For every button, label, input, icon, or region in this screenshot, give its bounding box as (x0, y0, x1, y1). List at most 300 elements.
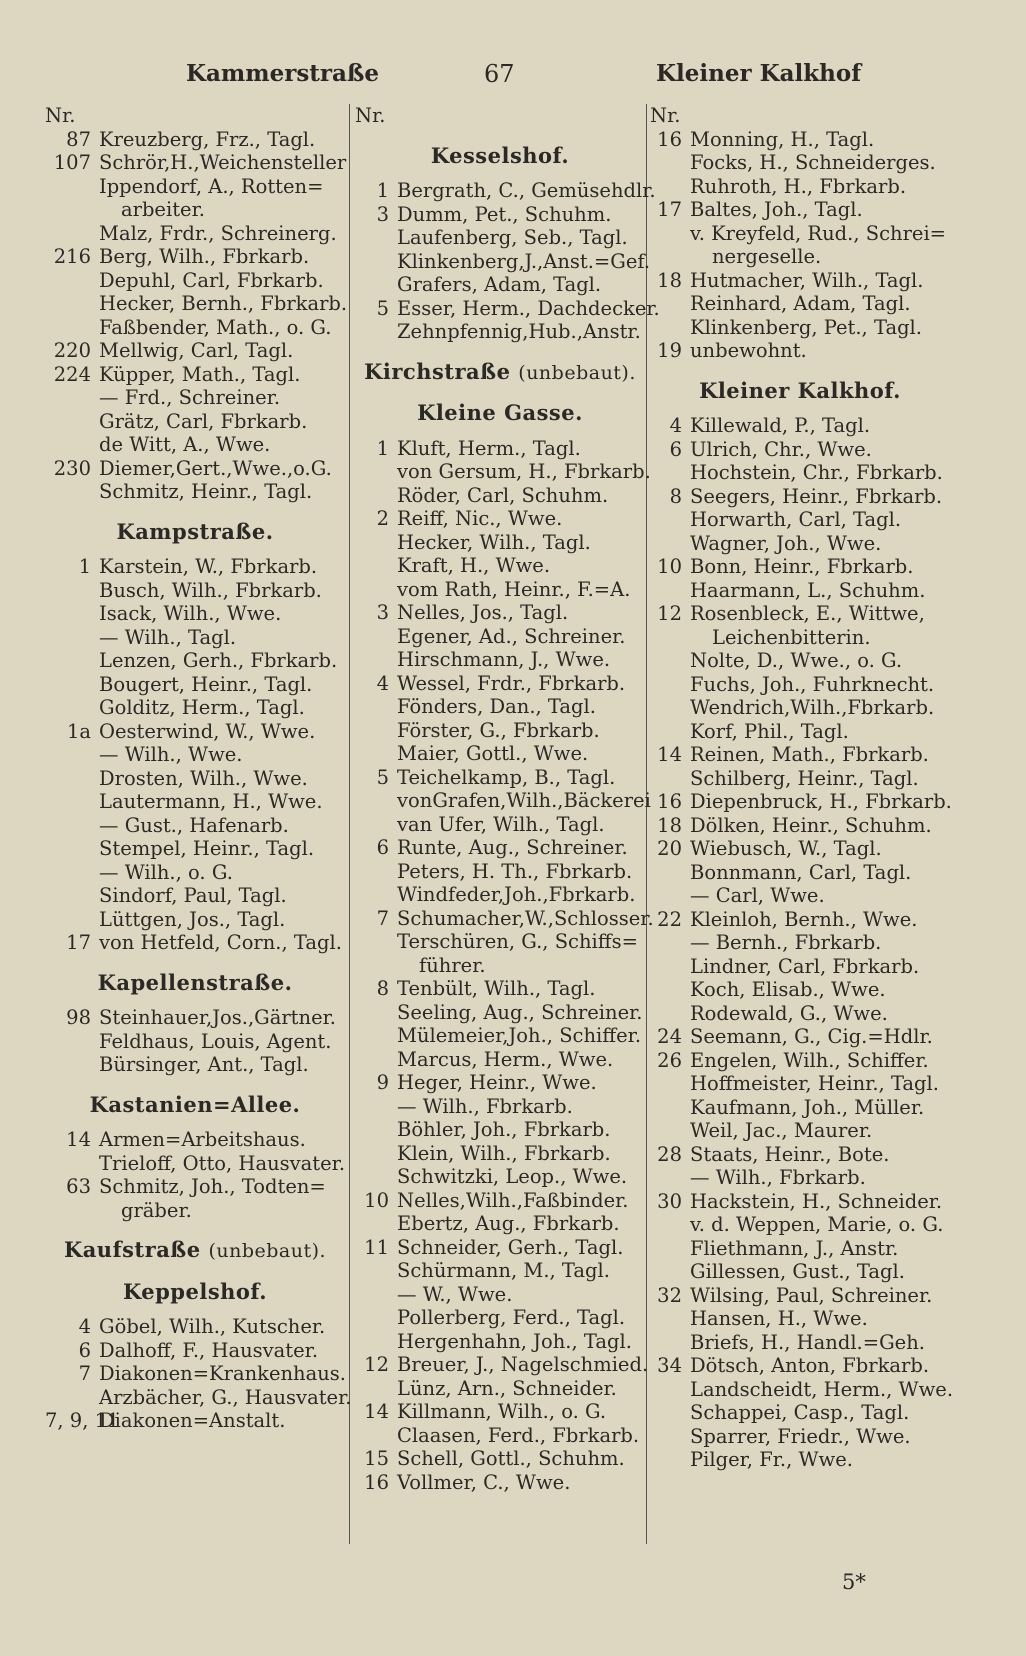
resident-entry (355, 1353, 649, 1377)
house-number (45, 1152, 99, 1176)
house-number: 16 (657, 127, 682, 151)
resident-text: Diemer,Gert.,Wwe.,o.G. (99, 456, 332, 480)
resident-entry (650, 1284, 950, 1308)
house-number: 18 (657, 813, 682, 837)
resident-entry (650, 1213, 950, 1237)
house-number: 26 (657, 1048, 682, 1072)
street-heading (355, 144, 645, 168)
house-number: 6 (669, 437, 682, 461)
resident-text: Nolte, D., Wwe., o. G. (690, 649, 903, 672)
resident-entry (650, 602, 950, 626)
resident-text: Rosenbleck, E., Wittwe, (690, 602, 925, 625)
house-number: 1 (78, 555, 91, 578)
house-number: 107 (53, 151, 91, 174)
resident-text: Nelles,Wilh.,Faßbinder. (397, 1188, 629, 1212)
house-number (45, 579, 99, 603)
house-number: 12 (364, 1353, 389, 1376)
resident-text: Dalhoff, F., Hausvater. (99, 1338, 319, 1362)
house-number: 28 (657, 1142, 682, 1166)
resident-entry (650, 1166, 950, 1190)
resident-text: Hecker, Wilh., Tagl. (397, 530, 591, 554)
resident-entry (355, 813, 645, 837)
resident-text: Claasen, Ferd., Fbrkarb. (397, 1423, 640, 1447)
house-number (355, 531, 397, 555)
house-number: 98 (66, 1006, 91, 1029)
house-number (355, 1095, 397, 1119)
resident-text: Seeling, Aug., Schreiner. (397, 1000, 643, 1024)
house-number (650, 1307, 690, 1331)
house-number (355, 1306, 397, 1330)
resident-text: Koch, Elisab., Wwe. (690, 978, 886, 1001)
resident-text: v. Kreyfeld, Rud., Schrei= (690, 221, 947, 245)
resident-entry (650, 151, 950, 175)
resident-entry (650, 461, 950, 485)
resident-text: Bougert, Heinr., Tagl. (99, 672, 313, 696)
house-number: 5 (376, 765, 389, 789)
resident-entry (650, 1237, 950, 1261)
house-number: 4 (669, 414, 682, 437)
house-number: 10 (364, 1188, 389, 1212)
resident-entry (355, 742, 645, 766)
resident-entry (650, 673, 950, 697)
house-number: 224 (53, 362, 91, 386)
house-number: 8 (376, 977, 389, 1000)
house-number (650, 767, 690, 791)
resident-entry (650, 908, 950, 932)
house-number: 4 (78, 1315, 91, 1338)
resident-text: Windfeder,Joh.,Fbrkarb. (397, 883, 636, 906)
house-number (355, 250, 397, 274)
resident-text: Kaufmann, Joh., Müller. (690, 1095, 925, 1119)
house-number (355, 1424, 397, 1448)
resident-text: Hutmacher, Wilh., Tagl. (690, 268, 924, 292)
house-number (650, 532, 690, 556)
house-number: 14 (657, 743, 682, 766)
house-number (355, 1259, 397, 1283)
house-number (45, 480, 99, 504)
resident-text: Kraft, H., Wwe. (397, 554, 551, 577)
resident-entry (355, 625, 645, 649)
resident-text: Dumm, Pet., Schuhm. (397, 202, 612, 226)
resident-entry (355, 883, 645, 907)
resident-text: Berg, Wilh., Fbrkarb. (99, 245, 310, 268)
resident-text: Landscheidt, Herm., Wwe. (690, 1377, 954, 1401)
resident-entry (45, 720, 345, 744)
resident-entry (45, 908, 345, 932)
resident-text: Engelen, Wilh., Schiffer. (690, 1048, 929, 1072)
house-number: 7 (376, 906, 389, 930)
resident-text: — Frd., Schreiner. (99, 386, 281, 409)
resident-entry (355, 203, 645, 227)
house-number (45, 649, 99, 673)
resident-text: — Wilh., Fbrkarb. (397, 1094, 573, 1118)
resident-text: Teichelkamp, B., Tagl. (397, 765, 616, 789)
resident-entry (45, 1053, 345, 1077)
house-number (355, 1212, 397, 1236)
resident-entry (45, 316, 345, 340)
house-number: 22 (657, 907, 682, 931)
resident-entry (45, 245, 345, 269)
resident-entry (45, 292, 348, 316)
resident-text: Marcus, Herm., Wwe. (397, 1047, 614, 1071)
resident-entry (355, 273, 645, 297)
resident-text: Staats, Heinr., Bote. (690, 1142, 890, 1166)
resident-entry (355, 789, 651, 813)
resident-text: — W., Wwe. (397, 1282, 513, 1306)
resident-text: Schneider, Gerh., Tagl. (397, 1235, 624, 1259)
resident-text: vom Rath, Heinr., F.=A. (397, 577, 631, 601)
house-number: 6 (376, 836, 389, 859)
resident-entry (45, 673, 345, 697)
resident-text: Zehnpfennig,Hub.,Anstr. (397, 320, 641, 343)
resident-text: von Gersum, H., Fbrkarb. (397, 460, 651, 483)
resident-entry (650, 316, 950, 340)
street-name: Kirchstraße (364, 358, 511, 384)
house-number (45, 1053, 99, 1077)
resident-entry (650, 1002, 950, 1026)
resident-entry (45, 602, 345, 626)
resident-text: Laufenberg, Seb., Tagl. (397, 226, 628, 249)
house-number (650, 1331, 690, 1355)
street-name: Kapellenstraße. (97, 969, 293, 995)
house-number: 9 (376, 1071, 389, 1094)
house-number: 1 (376, 436, 389, 460)
resident-text: Ebertz, Aug., Fbrkarb. (397, 1212, 620, 1235)
resident-text: Lautermann, H., Wwe. (99, 790, 323, 813)
house-number: 32 (657, 1283, 682, 1307)
resident-entry (355, 1118, 645, 1142)
resident-entry (650, 339, 950, 363)
house-number (650, 1166, 690, 1190)
resident-entry (45, 480, 345, 504)
resident-entry (45, 1315, 345, 1339)
house-number (45, 861, 99, 885)
house-number (650, 1401, 690, 1425)
resident-text: Hoffmeister, Heinr., Tagl. (690, 1072, 939, 1095)
resident-text: Schrör,H.,Weichensteller (99, 151, 347, 174)
house-number: 30 (657, 1189, 682, 1213)
resident-entry (650, 1143, 950, 1167)
house-number (45, 198, 99, 222)
resident-text: Wilsing, Paul, Schreiner. (690, 1283, 933, 1307)
house-number (355, 789, 397, 813)
resident-entry (650, 438, 950, 462)
house-number (650, 1072, 690, 1096)
house-number: 7, 9, 11 (45, 1409, 120, 1432)
house-number: 16 (657, 790, 682, 813)
resident-text: Diakonen=Anstalt. (99, 1409, 286, 1432)
resident-entry (650, 884, 950, 908)
resident-text: Klein, Wilh., Fbrkarb. (397, 1141, 611, 1165)
house-number (355, 1001, 397, 1025)
resident-entry (650, 720, 950, 744)
house-number (650, 626, 690, 650)
resident-text: Hackstein, H., Schneider. (690, 1189, 943, 1213)
house-number: 20 (657, 837, 682, 860)
resident-entry (355, 226, 645, 250)
resident-text: Schumacher,W.,Schlosser. (397, 906, 654, 930)
resident-text: nergeselle. (712, 245, 822, 268)
resident-entry (355, 1024, 645, 1048)
resident-text: — Gust., Hafenarb. (99, 813, 289, 837)
resident-entry (355, 320, 645, 344)
resident-text: Seegers, Heinr., Fbrkarb. (690, 484, 943, 508)
resident-text: Faßbender, Math., o. G. (99, 315, 332, 339)
resident-text: Grätz, Carl, Fbrkarb. (99, 409, 308, 433)
resident-entry (355, 672, 645, 696)
resident-entry (650, 485, 950, 509)
house-number (650, 861, 690, 885)
house-number (650, 931, 690, 955)
house-number (355, 860, 397, 884)
house-number (650, 175, 690, 199)
resident-text: Baltes, Joh., Tagl. (690, 198, 863, 221)
resident-text: Küpper, Math., Tagl. (99, 362, 301, 386)
resident-text: Wendrich,Wilh.,Fbrkarb. (690, 696, 935, 719)
resident-entry (355, 1259, 645, 1283)
resident-entry (355, 437, 645, 461)
resident-text: Hirschmann, J., Wwe. (397, 648, 611, 671)
resident-entry (650, 837, 950, 861)
street-name: Kampstraße. (116, 518, 274, 544)
nr-column-label: Nr. (45, 104, 76, 127)
resident-text: Klinkenberg, Pet., Tagl. (690, 315, 922, 339)
house-number (45, 1199, 99, 1223)
resident-text: Fuchs, Joh., Fuhrknecht. (690, 672, 935, 696)
resident-text: Böhler, Joh., Fbrkarb. (397, 1118, 611, 1141)
resident-entry (45, 837, 345, 861)
resident-text: Runte, Aug., Schreiner. (397, 836, 628, 859)
house-number (650, 316, 690, 340)
resident-entry (45, 626, 345, 650)
house-number (45, 175, 99, 199)
resident-entry (650, 767, 950, 791)
resident-text: Diepenbruck, H., Fbrkarb. (690, 790, 952, 813)
resident-text: Fönders, Dan., Tagl. (397, 695, 596, 718)
house-number (45, 316, 99, 340)
resident-text: Bonn, Heinr., Fbrkarb. (690, 555, 914, 578)
house-number (650, 579, 690, 603)
house-number: 1a (66, 719, 91, 743)
street-heading (45, 971, 345, 995)
resident-text: Bürsinger, Ant., Tagl. (99, 1053, 309, 1076)
resident-text: — Carl, Wwe. (690, 884, 825, 907)
resident-text: Kreuzberg, Frz., Tagl. (99, 127, 316, 151)
resident-text: Schmitz, Heinr., Tagl. (99, 480, 313, 503)
resident-entry (45, 884, 345, 908)
resident-text: Reinhard, Adam, Tagl. (690, 292, 911, 315)
resident-entry (355, 296, 660, 321)
resident-text: Wagner, Joh., Wwe. (690, 531, 882, 555)
resident-text: von Hetfeld, Corn., Tagl. (99, 931, 342, 954)
house-number (650, 649, 690, 673)
resident-text: Förster, G., Fbrkarb. (397, 718, 600, 742)
house-number: 220 (53, 339, 91, 362)
resident-text: Lüttgen, Jos., Tagl. (99, 907, 286, 931)
resident-entry (45, 175, 345, 199)
page-number: 67 (484, 60, 515, 88)
house-number (650, 1002, 690, 1026)
resident-entry (355, 179, 656, 203)
resident-text: Focks, H., Schneiderges. (690, 151, 936, 174)
resident-entry (355, 906, 654, 931)
street-heading (355, 360, 645, 386)
resident-text: Steinhauer,Jos.,Gärtner. (99, 1006, 336, 1029)
resident-text: Briefs, H., Handl.=Geh. (690, 1330, 925, 1354)
resident-text: Ruhroth, H., Fbrkarb. (690, 174, 907, 198)
house-number: 7 (78, 1362, 91, 1385)
house-number (650, 884, 690, 908)
resident-entry (650, 532, 950, 556)
resident-entry (45, 339, 345, 363)
house-number (355, 1377, 397, 1401)
house-number: 17 (66, 931, 91, 954)
resident-text: Wiebusch, W., Tagl. (690, 837, 882, 860)
resident-entry (45, 1152, 345, 1176)
resident-entry (355, 460, 651, 484)
house-number (355, 578, 397, 602)
resident-entry (45, 1199, 345, 1223)
resident-entry (355, 1048, 645, 1072)
resident-text: Pollerberg, Ferd., Tagl. (397, 1306, 626, 1329)
resident-entry (355, 1212, 645, 1236)
nr-column-label: Nr. (650, 104, 681, 127)
resident-entry (650, 743, 950, 767)
house-number: 14 (364, 1400, 389, 1423)
resident-entry (650, 861, 950, 885)
resident-entry (355, 766, 645, 790)
resident-text: Schmitz, Joh., Todten= (99, 1175, 326, 1198)
resident-text: — Bernh., Fbrkarb. (690, 931, 882, 954)
house-number (45, 673, 99, 697)
resident-entry (650, 292, 950, 316)
street-name: Kleiner Kalkhof. (699, 377, 901, 403)
house-number (650, 1425, 690, 1449)
house-number (45, 884, 99, 908)
resident-text: Killmann, Wilh., o. G. (397, 1400, 607, 1423)
resident-entry (355, 1306, 645, 1330)
resident-text: Dölken, Heinr., Schuhm. (690, 813, 932, 837)
house-number (650, 151, 690, 175)
house-number (355, 883, 397, 907)
resident-entry (650, 1448, 950, 1472)
house-number (650, 720, 690, 744)
resident-entry (650, 555, 950, 579)
nr-column-label: Nr. (355, 104, 386, 127)
resident-entry (650, 696, 950, 720)
house-number (45, 626, 99, 650)
house-number (650, 1260, 690, 1284)
street-heading (45, 1280, 345, 1304)
resident-text: Grafers, Adam, Tagl. (397, 273, 602, 296)
resident-entry (650, 1025, 950, 1049)
signature-mark: 5* (842, 1570, 866, 1594)
resident-entry (45, 1362, 345, 1386)
house-number: 8 (669, 484, 682, 508)
resident-text: Heger, Heinr., Wwe. (397, 1071, 597, 1094)
house-number (355, 1330, 397, 1354)
resident-entry (355, 977, 645, 1001)
resident-text: Ippendorf, A., Rotten= (99, 174, 324, 198)
resident-entry (45, 1339, 345, 1363)
house-number (355, 273, 397, 297)
resident-text: Schilberg, Heinr., Tagl. (690, 766, 919, 790)
resident-entry (355, 249, 651, 274)
resident-text: Arzbächer, G., Hausvater. (99, 1385, 352, 1409)
resident-entry (650, 649, 950, 673)
house-number (45, 386, 99, 410)
resident-text: Wessel, Frdr., Fbrkarb. (397, 671, 626, 695)
resident-text: Nelles, Jos., Tagl. (397, 601, 569, 624)
resident-entry (45, 814, 345, 838)
resident-text: vonGrafen,Wilh.,Bäckerei (397, 789, 651, 812)
house-number (45, 908, 99, 932)
house-number (355, 1165, 397, 1189)
house-number (355, 320, 397, 344)
resident-entry (45, 555, 345, 579)
street-note: (unbebaut). (518, 361, 636, 384)
resident-entry (355, 1071, 645, 1095)
resident-text: — Wilh., Fbrkarb. (690, 1166, 866, 1189)
resident-entry (45, 579, 345, 603)
resident-entry (650, 1119, 950, 1143)
resident-entry (650, 1072, 950, 1096)
resident-entry (355, 836, 645, 860)
resident-text: Killewald, P., Tagl. (690, 414, 871, 437)
house-number: 87 (66, 127, 91, 151)
resident-text: Maier, Gottl., Wwe. (397, 742, 589, 765)
house-number (650, 1378, 690, 1402)
resident-text: Peters, H. Th., Fbrkarb. (397, 859, 633, 883)
resident-entry (650, 978, 950, 1002)
resident-entry (45, 1175, 345, 1199)
resident-entry (45, 861, 345, 885)
house-number (355, 625, 397, 649)
column-middle (355, 104, 660, 1494)
house-number (45, 790, 99, 814)
resident-text: Breuer, J., Nagelschmied. (397, 1353, 649, 1376)
resident-entry (650, 508, 950, 532)
resident-entry (355, 1142, 645, 1166)
resident-entry (355, 1471, 645, 1495)
house-number (45, 814, 99, 838)
resident-text: — Wilh., Wwe. (99, 743, 243, 766)
resident-text: Hansen, H., Wwe. (690, 1307, 868, 1330)
resident-entry (650, 198, 950, 222)
house-number (45, 222, 99, 246)
house-number: 3 (376, 202, 389, 226)
resident-text: Gillessen, Gust., Tagl. (690, 1260, 905, 1283)
resident-entry (45, 1128, 345, 1152)
resident-text: Armen=Arbeitshaus. (99, 1128, 306, 1151)
house-number: 15 (364, 1447, 389, 1470)
resident-text: van Ufer, Wilh., Tagl. (397, 812, 605, 836)
resident-entry (355, 578, 645, 602)
street-name: Kesselshof. (430, 142, 570, 168)
house-number (45, 767, 99, 791)
resident-text: Fliethmann, J., Anstr. (690, 1236, 899, 1260)
resident-entry (650, 1260, 950, 1284)
house-number (650, 1213, 690, 1237)
house-number (355, 695, 397, 719)
house-number: 14 (66, 1128, 91, 1151)
house-number (355, 930, 397, 954)
resident-text: Esser, Herm., Dachdecker. (397, 296, 660, 320)
house-number (650, 1448, 690, 1472)
resident-entry (650, 1190, 950, 1214)
resident-text: Malz, Frdr., Schreinerg. (99, 221, 337, 245)
resident-entry (355, 860, 645, 884)
